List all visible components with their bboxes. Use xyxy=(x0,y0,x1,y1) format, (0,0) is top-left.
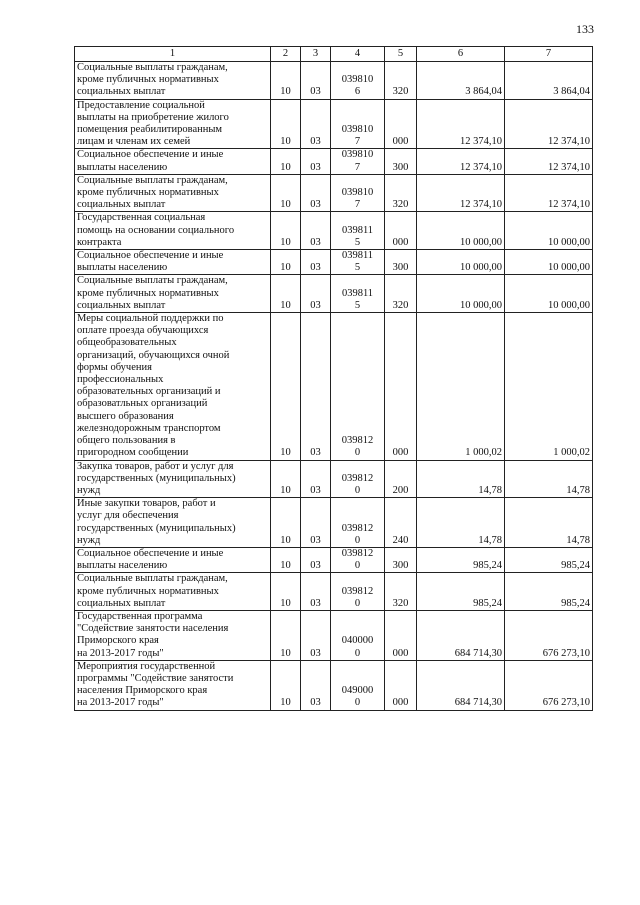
row-expense-type-cell: 000 xyxy=(385,99,417,149)
row-sum-1-cell: 3 864,04 xyxy=(417,62,505,100)
row-sum-2-cell: 12 374,10 xyxy=(505,99,593,149)
table-row xyxy=(75,99,593,149)
table-row xyxy=(75,275,593,313)
row-subsection-cell: 03 xyxy=(301,313,331,460)
row-sum-2-cell: 676 273,10 xyxy=(505,610,593,660)
header-cell-subsection: 3 xyxy=(301,47,331,62)
row-sum-1-cell: 985,24 xyxy=(417,547,505,572)
table-row xyxy=(75,547,593,572)
row-section-cell: 10 xyxy=(271,573,301,611)
row-sum-2-cell: 12 374,10 xyxy=(505,174,593,212)
row-subsection-cell: 03 xyxy=(301,275,331,313)
row-expense-type-cell: 240 xyxy=(385,498,417,548)
row-sum-1-cell: 985,24 xyxy=(417,573,505,611)
row-section-cell: 10 xyxy=(271,149,301,174)
row-sum-1-cell: 12 374,10 xyxy=(417,99,505,149)
header-cell-expense-type: 5 xyxy=(385,47,417,62)
row-section-cell: 10 xyxy=(271,212,301,250)
row-name-cell: Государственная программа "Содействие занятости населения Приморского края на 2013-2017 годы" xyxy=(75,610,271,660)
row-expense-type-cell: 000 xyxy=(385,313,417,460)
row-sum-2-cell: 14,78 xyxy=(505,460,593,498)
table-row xyxy=(75,498,593,548)
table-row xyxy=(75,212,593,250)
row-section-cell: 10 xyxy=(271,547,301,572)
row-target-code-cell: 039811 5 xyxy=(331,275,385,313)
row-expense-type-cell: 320 xyxy=(385,573,417,611)
row-target-code-cell: 039812 0 xyxy=(331,460,385,498)
header-cell-name: 1 xyxy=(75,47,271,62)
row-target-code-cell: 039810 6 xyxy=(331,62,385,100)
row-subsection-cell: 03 xyxy=(301,460,331,498)
row-name-cell: Социальные выплаты гражданам, кроме публичных нормативных социальных выплат xyxy=(75,174,271,212)
row-section-cell: 10 xyxy=(271,498,301,548)
row-section-cell: 10 xyxy=(271,62,301,100)
row-sum-1-cell: 10 000,00 xyxy=(417,275,505,313)
table-row xyxy=(75,660,593,710)
row-sum-2-cell: 1 000,02 xyxy=(505,313,593,460)
row-name-cell: Социальное обеспечение и иные выплаты населению xyxy=(75,149,271,174)
row-subsection-cell: 03 xyxy=(301,174,331,212)
header-row xyxy=(75,47,593,62)
row-sum-1-cell: 10 000,00 xyxy=(417,212,505,250)
row-name-cell: Социальное обеспечение и иные выплаты населению xyxy=(75,547,271,572)
table-row xyxy=(75,62,593,100)
row-expense-type-cell: 320 xyxy=(385,62,417,100)
row-subsection-cell: 03 xyxy=(301,62,331,100)
row-target-code-cell: 039812 0 xyxy=(331,498,385,548)
table-row xyxy=(75,460,593,498)
row-sum-1-cell: 684 714,30 xyxy=(417,660,505,710)
table-row xyxy=(75,174,593,212)
row-sum-2-cell: 10 000,00 xyxy=(505,250,593,275)
row-target-code-cell: 040000 0 xyxy=(331,610,385,660)
row-sum-1-cell: 684 714,30 xyxy=(417,610,505,660)
row-name-cell: Мероприятия государственной программы "Содействие занятости населения Приморского края на 2013-2017 годы" xyxy=(75,660,271,710)
row-section-cell: 10 xyxy=(271,275,301,313)
row-sum-2-cell: 12 374,10 xyxy=(505,149,593,174)
row-expense-type-cell: 300 xyxy=(385,149,417,174)
row-section-cell: 10 xyxy=(271,460,301,498)
row-subsection-cell: 03 xyxy=(301,149,331,174)
row-expense-type-cell: 000 xyxy=(385,660,417,710)
row-name-cell: Социальное обеспечение и иные выплаты населению xyxy=(75,250,271,275)
row-target-code-cell: 039810 7 xyxy=(331,174,385,212)
row-sum-2-cell: 10 000,00 xyxy=(505,212,593,250)
table-row xyxy=(75,573,593,611)
row-name-cell: Предоставление социальной выплаты на приобретение жилого помещения реабилитированным лицам и членам их семей xyxy=(75,99,271,149)
row-expense-type-cell: 300 xyxy=(385,547,417,572)
row-target-code-cell: 049000 0 xyxy=(331,660,385,710)
row-subsection-cell: 03 xyxy=(301,498,331,548)
row-target-code-cell: 039812 0 xyxy=(331,313,385,460)
row-section-cell: 10 xyxy=(271,99,301,149)
header-cell-sum-1: 6 xyxy=(417,47,505,62)
row-name-cell: Закупка товаров, работ и услуг для государственных (муниципальных) нужд xyxy=(75,460,271,498)
row-name-cell: Государственная социальная помощь на основании социального контракта xyxy=(75,212,271,250)
row-sum-1-cell: 10 000,00 xyxy=(417,250,505,275)
row-sum-2-cell: 676 273,10 xyxy=(505,660,593,710)
row-target-code-cell: 039810 7 xyxy=(331,99,385,149)
row-subsection-cell: 03 xyxy=(301,547,331,572)
row-expense-type-cell: 320 xyxy=(385,174,417,212)
row-expense-type-cell: 000 xyxy=(385,610,417,660)
budget-table xyxy=(74,46,593,711)
row-name-cell: Меры социальной поддержки по оплате проезда обучающихся общеобразовательных организаций, обучающихся очной формы обучения профессиональных образовательных организаций и образоватльных организаций высшего образования железнодорожным транспортом общего пользования в пригородном сообщении xyxy=(75,313,271,460)
row-target-code-cell: 039810 7 xyxy=(331,149,385,174)
page-number: 133 xyxy=(576,22,594,36)
row-section-cell: 10 xyxy=(271,174,301,212)
row-target-code-cell: 039812 0 xyxy=(331,547,385,572)
row-subsection-cell: 03 xyxy=(301,212,331,250)
row-section-cell: 10 xyxy=(271,610,301,660)
row-sum-1-cell: 12 374,10 xyxy=(417,149,505,174)
row-name-cell: Социальные выплаты гражданам, кроме публичных нормативных социальных выплат xyxy=(75,573,271,611)
row-subsection-cell: 03 xyxy=(301,573,331,611)
table-row xyxy=(75,313,593,460)
row-sum-1-cell: 1 000,02 xyxy=(417,313,505,460)
row-sum-2-cell: 985,24 xyxy=(505,573,593,611)
row-sum-1-cell: 14,78 xyxy=(417,498,505,548)
row-target-code-cell: 039812 0 xyxy=(331,573,385,611)
table-row xyxy=(75,610,593,660)
row-expense-type-cell: 000 xyxy=(385,212,417,250)
row-expense-type-cell: 320 xyxy=(385,275,417,313)
header-cell-sum-2: 7 xyxy=(505,47,593,62)
header-cell-section: 2 xyxy=(271,47,301,62)
row-section-cell: 10 xyxy=(271,250,301,275)
row-sum-1-cell: 14,78 xyxy=(417,460,505,498)
row-subsection-cell: 03 xyxy=(301,250,331,275)
row-sum-2-cell: 985,24 xyxy=(505,547,593,572)
row-target-code-cell: 039811 5 xyxy=(331,212,385,250)
row-name-cell: Иные закупки товаров, работ и услуг для обеспечения государственных (муниципальных) нужд xyxy=(75,498,271,548)
row-subsection-cell: 03 xyxy=(301,610,331,660)
row-sum-2-cell: 14,78 xyxy=(505,498,593,548)
row-name-cell: Социальные выплаты гражданам, кроме публичных нормативных социальных выплат xyxy=(75,275,271,313)
row-section-cell: 10 xyxy=(271,660,301,710)
row-sum-2-cell: 3 864,04 xyxy=(505,62,593,100)
row-expense-type-cell: 200 xyxy=(385,460,417,498)
row-expense-type-cell: 300 xyxy=(385,250,417,275)
table-row xyxy=(75,149,593,174)
row-name-cell: Социальные выплаты гражданам, кроме публичных нормативных социальных выплат xyxy=(75,62,271,100)
header-cell-target-code: 4 xyxy=(331,47,385,62)
row-sum-1-cell: 12 374,10 xyxy=(417,174,505,212)
table-row xyxy=(75,250,593,275)
row-subsection-cell: 03 xyxy=(301,660,331,710)
row-sum-2-cell: 10 000,00 xyxy=(505,275,593,313)
row-section-cell: 10 xyxy=(271,313,301,460)
row-subsection-cell: 03 xyxy=(301,99,331,149)
row-target-code-cell: 039811 5 xyxy=(331,250,385,275)
